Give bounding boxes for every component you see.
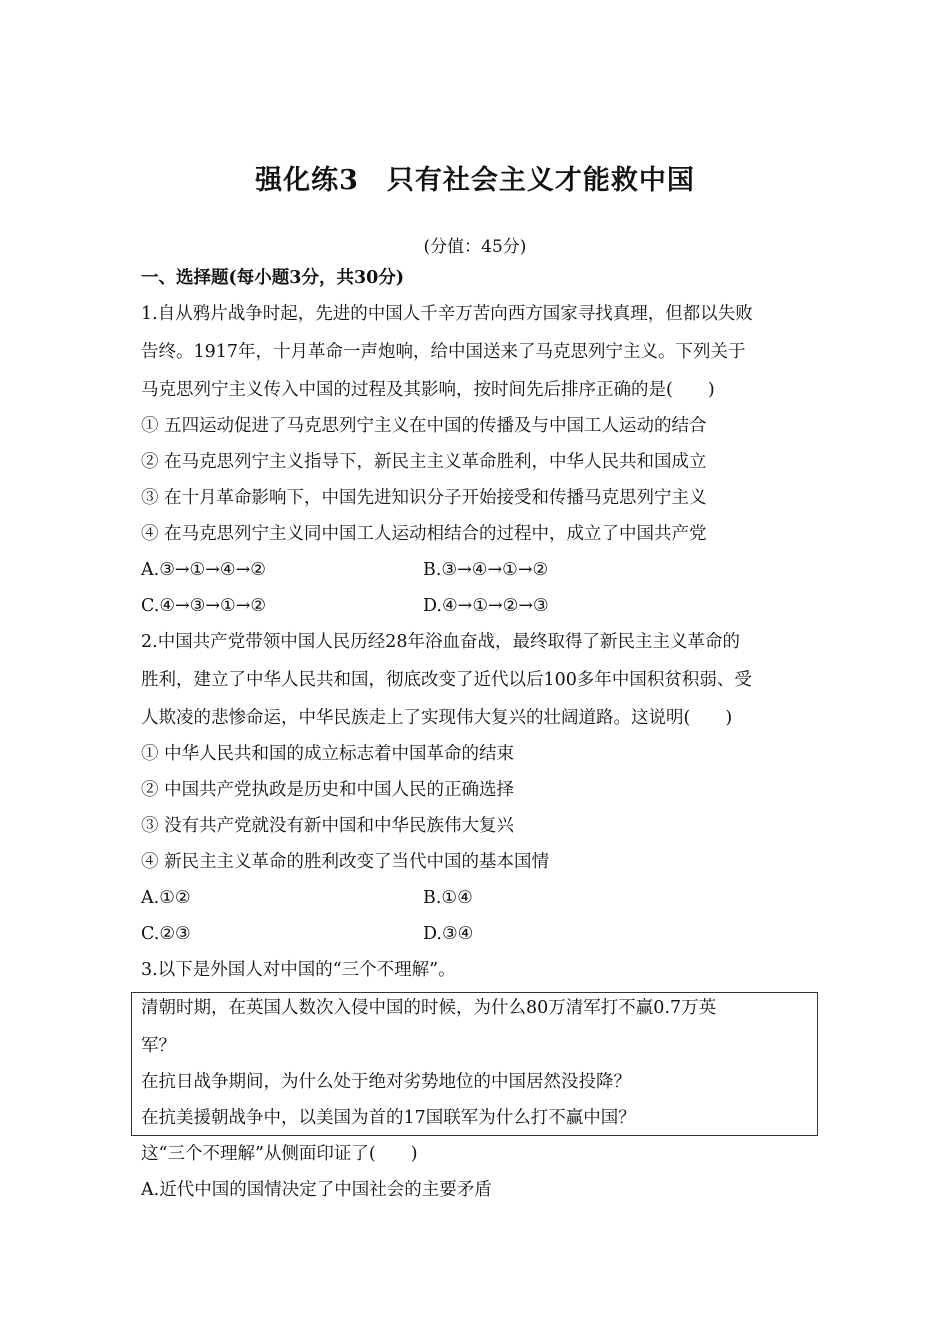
- q3-material-line: 在抗日战争期间，为什么处于绝对劣势地位的中国居然没投降？: [141, 1072, 631, 1092]
- q2-stem-line: 胜利，建立了中华人民共和国，彻底改变了近代以后100多年中国积贫积弱、受: [141, 670, 752, 690]
- q2-stem-line: 2.中国共产党带领中国人民历经28年浴血奋战，最终取得了新民主主义革命的: [141, 632, 740, 652]
- q3-material-line: 军？: [141, 1036, 176, 1056]
- q3-question: 这“三个不理解”从侧面印证了( ): [141, 1144, 418, 1164]
- q3-option-a: A.近代中国的国情决定了中国社会的主要矛盾: [141, 1180, 492, 1200]
- q3-material-line: 在抗美援朝战争中，以美国为首的17国联军为什么打不赢中国？: [141, 1108, 636, 1128]
- q1-statement: ① 五四运动促进了马克思列宁主义在中国的传播及与中国工人运动的结合: [141, 416, 707, 436]
- q2-stem-line: 人欺凌的悲惨命运，中华民族走上了实现伟大复兴的壮阔道路。这说明( ): [141, 708, 733, 728]
- q1-stem-line: 告终。1917年，十月革命一声炮响，给中国送来了马克思列宁主义。下列关于: [141, 342, 746, 362]
- q1-option-a: A.③→①→④→②: [141, 560, 266, 580]
- page-title: 强化练3 只有社会主义才能救中国: [255, 165, 695, 196]
- q2-statement: ② 中国共产党执政是历史和中国人民的正确选择: [141, 780, 515, 800]
- q1-statement: ④ 在马克思列宁主义同中国工人运动相结合的过程中，成立了中国共产党: [141, 524, 707, 544]
- q2-statement: ① 中华人民共和国的成立标志着中国革命的结束: [141, 744, 515, 764]
- q1-option-c: C.④→③→①→②: [141, 596, 267, 616]
- q2-option-b: B.①④: [423, 888, 473, 908]
- q2-option-a: A.①②: [141, 888, 191, 908]
- q2-option-c: C.②③: [141, 924, 191, 944]
- q1-option-d: D.④→①→②→③: [423, 596, 549, 616]
- q2-statement: ④ 新民主主义革命的胜利改变了当代中国的基本国情: [141, 852, 550, 872]
- q1-stem-line: 马克思列宁主义传入中国的过程及其影响，按时间先后排序正确的是( ): [141, 380, 715, 400]
- q3-material-line: 清朝时期，在英国人数次入侵中国的时候，为什么80万清军打不赢0.7万英: [141, 998, 717, 1018]
- score-note: (分值：45分): [423, 237, 527, 257]
- q3-intro: 3.以下是外国人对中国的“三个不理解”。: [141, 960, 456, 980]
- q1-statement: ③ 在十月革命影响下，中国先进知识分子开始接受和传播马克思列宁主义: [141, 488, 707, 508]
- q1-statement: ② 在马克思列宁主义指导下，新民主主义革命胜利，中华人民共和国成立: [141, 452, 707, 472]
- q1-option-b: B.③→④→①→②: [423, 560, 549, 580]
- section-heading: 一、选择题(每小题3分，共30分): [141, 268, 405, 288]
- q2-option-d: D.③④: [423, 924, 474, 944]
- q2-statement: ③ 没有共产党就没有新中国和中华民族伟大复兴: [141, 816, 515, 836]
- q1-stem-line: 1.自从鸦片战争时起，先进的中国人千辛万苦向西方国家寻找真理，但都以失败: [141, 304, 753, 324]
